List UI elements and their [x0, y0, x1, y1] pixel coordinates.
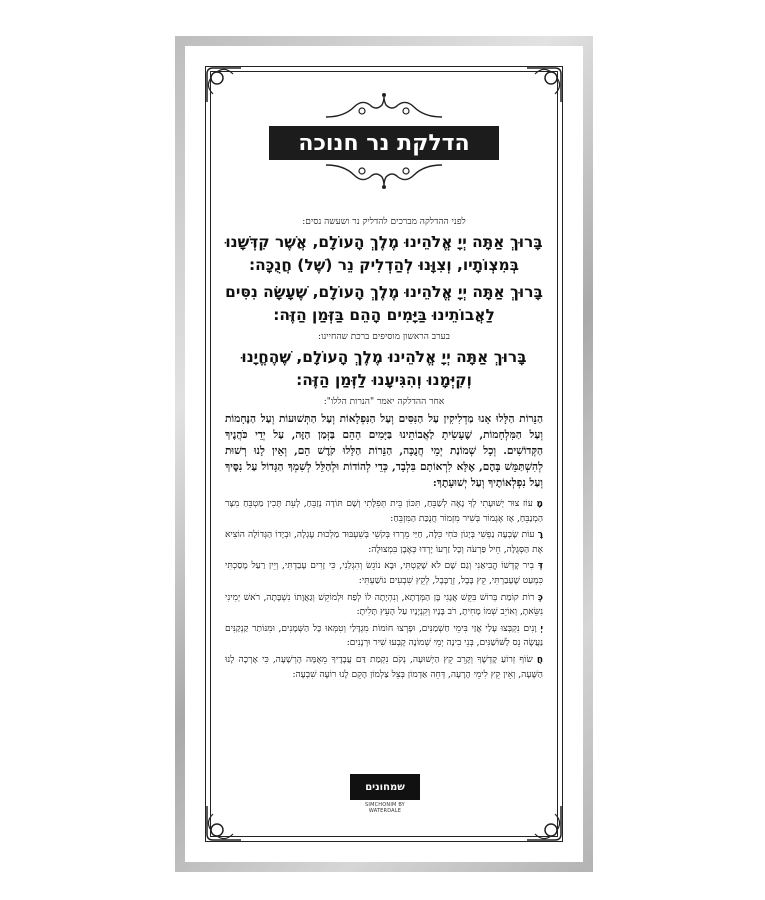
stanza-initial: דְּ — [537, 561, 543, 572]
stanza-initial: חֲ — [536, 654, 543, 665]
maoz-tzur-stanza — [225, 622, 543, 651]
stanza-initial: יְ — [540, 623, 543, 634]
corner-ornament-icon — [203, 64, 245, 106]
maoz-tzur-stanza — [225, 559, 543, 588]
stanza-text: שׂוֹף זְרוֹעַ קָדְשֶׁךָ וְקָרֵב קֵץ הַיְשׁוּעָה, נְקֹם נִקְמַת דַּם עֲבָדֶיךָ מֵאֻמָּה הָרְשָׁעָה, כִּי אָרְכָה לָנוּ הַשָּׁעָה, וְאֵין קֵץ לִימֵי הָרָעָה, דְּחֵה אַדְמוֹן בְּצֵל צַלְמוֹן הָקֵם לָנוּ רוֹעֶה שִׁבְעָה: — [225, 654, 543, 680]
stanza-initial: רָ — [537, 530, 543, 541]
after-lighting-note: אחר ההדלקה יאמר "הנרות הללו": — [323, 397, 445, 407]
first-night-note: בערב הראשון מוסיפים ברכת שהחיינו: — [318, 332, 450, 342]
silver-frame — [175, 36, 593, 872]
stanza-text: עוֹת שָׂבְעָה נַפְשִׁי בְּיָגוֹן כֹּחִי כִּלָּה, חַיַּי מֵרְרוּ בְּקֹשִׁי בְּשִׁעְבּוּד מַלְכוּת עֶגְלָה, וּבְיָדוֹ הַגְּדוֹלָה הוֹצִיא אֶת הַסְּגֻלָּה, חֵיל פַּרְעֹה וְכָל זַרְעוֹ יָרְדוּ כְּאֶבֶן בִּמְצוּלָה: — [225, 530, 543, 555]
card-sheet — [185, 46, 583, 862]
before-lighting-note: לפני ההדלקה מברכים להדליק נר ושעשה נסים: — [302, 217, 466, 227]
stanza-text: רוֹת קוֹמַת בְּרוֹשׁ בִּקֵּשׁ אֲגָגִי בֶּן הַמְּדָתָא, וְנִהְיָתָה לוֹ לְפַח וּלְמוֹקֵשׁ וְגַאֲוָתוֹ נִשְׁבָּתָה, רֹאשׁ יְמִינִי נִשֵּׂאתָ, וְאוֹיֵב שְׁמוֹ מָחִיתָ, רֹב בָּנָיו וְקִנְיָנָיו עַל הָעֵץ תָּלִיתָ: — [225, 592, 543, 618]
blessing-sheasa-nisim: בָּרוּךְ אַתָּה יְיָ אֱלֹהֵינוּ מֶלֶךְ הָעוֹלָם, שֶׁעָשָׂה נִסִּים לַאֲבוֹתֵינוּ בַּיָּמִים הָהֵם בַּזְּמַן הַזֶּה: — [225, 283, 543, 324]
stanza-text: וָנִים נִקְבְּצוּ עָלַי אֲזַי בִּימֵי חַשְׁמַנִּים, וּפָרְצוּ חוֹמוֹת מִגְדָּלַי וְטִמְּאוּ כָּל הַשְּׁמָנִים, וּמִנּוֹתַר קַנְקַנִּים נַעֲשָׂה נֵס לַשּׁוֹשַׁנִּים, בְּנֵי בִינָה יְמֵי שְׁמוֹנָה קָבְעוּ שִׁיר וּרְנָנִים: — [225, 623, 543, 649]
corner-ornament-icon — [523, 64, 565, 106]
brand-logo — [350, 774, 420, 814]
stanza-initial: מָ — [536, 499, 543, 509]
maoz-tzur-stanza — [225, 497, 543, 526]
stanza-text: בִיר קָדְשׁוֹ הֱבִיאַנִי וְגַם שָׁם לֹא שָׁקַטְתִּי, וּבָא נוֹגֵשׂ וְהִגְלַנִי, כִּי זָרִים עָבַדְתִּי, וְיֵין רַעַל מָסַכְתִּי כִּמְעַט שֶׁעָבַרְתִּי, קֵץ בָּבֶל, זְרֻבָּבֶל, לְקֵץ שִׁבְעִים נוֹשַׁעְתִּי: — [225, 561, 543, 586]
logo-subtitle: SIMCHONIM BY WATERDALE — [365, 802, 405, 814]
logo-mark: שמחונים — [350, 774, 420, 800]
blessing-shehecheyanu: בָּרוּךְ אַתָּה יְיָ אֱלֹהֵינוּ מֶלֶךְ הָעוֹלָם, שֶׁהֶחֱיָנוּ וְקִיְּמָנוּ וְהִגִּיעָנוּ לַזְּמַן הַזֶּה: — [241, 348, 527, 389]
corner-ornament-icon — [523, 802, 565, 844]
stanza-initial: כְּ — [537, 592, 543, 603]
maoz-tzur-stanza — [225, 528, 543, 557]
flourish-bottom-icon — [324, 161, 444, 191]
maoz-tzur-stanza — [225, 591, 543, 620]
prayer-content — [225, 216, 543, 684]
flourish-top-icon — [324, 91, 444, 121]
blessing-lehadlik: בָּרוּךְ אַתָּה יְיָ אֱלֹהֵינוּ מֶלֶךְ הָעוֹלָם, אֲשֶׁר קִדְּשָׁנוּ בְּמִצְוֹתָיו, וְצִוָּנוּ לְהַדְלִיק נֵר (שֶׁל) חֲנֻכָּה: — [225, 233, 543, 274]
corner-ornament-icon — [203, 802, 245, 844]
stanza-text: עוֹז צוּר יְשׁוּעָתִי לְךָ נָאֶה לְשַׁבֵּחַ, תִּכּוֹן בֵּית תְּפִלָּתִי וְשָׁם תּוֹדָה נְזַבֵּחַ, לְעֵת תָּכִין מַטְבֵּחַ מִצָּר הַמְנַבֵּחַ, אָז אֶגְמוֹר בְּשִׁיר מִזְמוֹר חֲנֻכַּת הַמִּזְבֵּחַ: — [225, 499, 543, 524]
maoz-tzur-stanza — [225, 653, 543, 682]
hanerot-halalu-text: הַנֵּרוֹת הַלָּלוּ אָנוּ מַדְלִיקִין עַל הַנִּסִּים וְעַל הַנִּפְלָאוֹת וְעַל הַתְּשׁוּעוֹת וְעַל הַנֶּחָמוֹת וְעַל הַמִּלְחָמוֹת, שֶׁעָשִׂיתָ לַאֲבוֹתֵינוּ בַּיָּמִים הָהֵם בַּזְּמַן הַזֶּה, עַל יְדֵי כֹּהֲנֶיךָ הַקְּדוֹשִׁים. וְכָל שְׁמוֹנַת יְמֵי חֲנֻכָּה, הַנֵּרוֹת הַלָּלוּ קֹדֶשׁ הֵם, וְאֵין לָנוּ רְשׁוּת לְהִשְׁתַּמֵּשׁ בָּהֶם, אֶלָּא לִרְאוֹתָם בִּלְבָד, כְּדֵי לְהוֹדוֹת וּלְהַלֵּל לְשִׁמְךָ הַגָּדוֹל עַל נִסֶּיךָ וְעַל נִפְלְאוֹתֶיךָ וְעַל יְשׁוּעָתֶךָ: — [225, 413, 543, 489]
page-title: הדלקת נר חנוכה — [269, 126, 499, 160]
